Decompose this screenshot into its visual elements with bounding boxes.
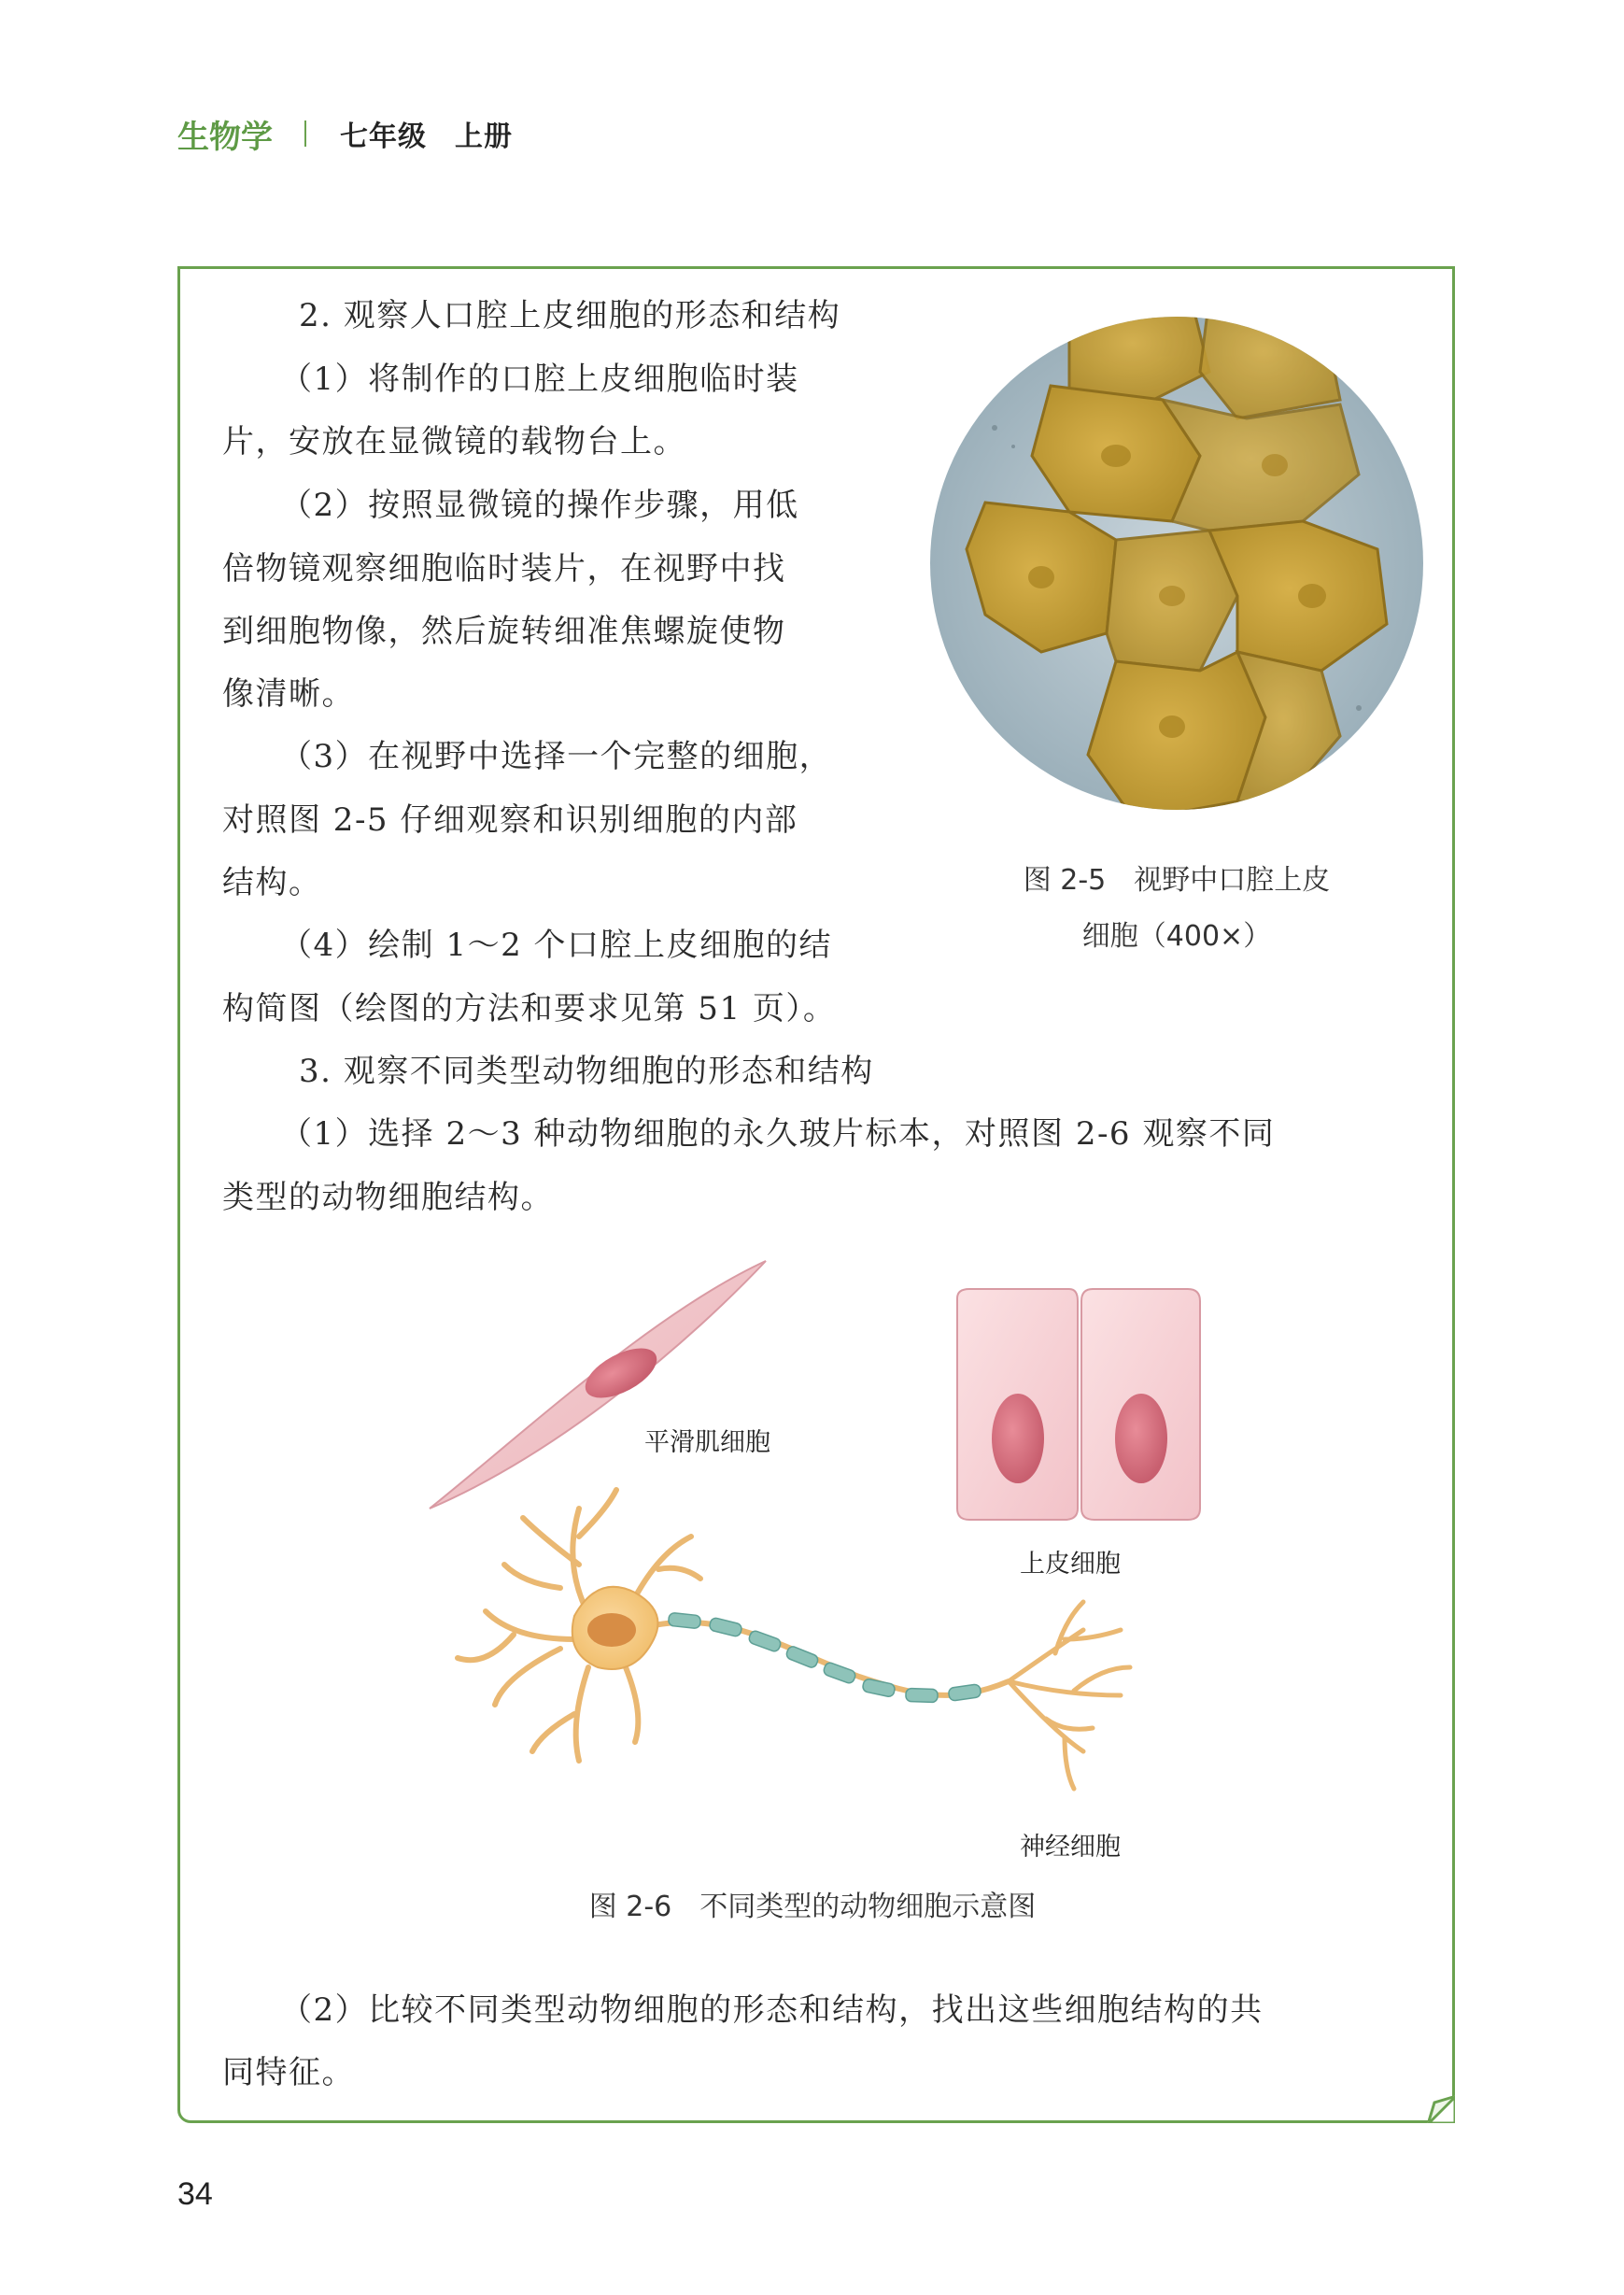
section2-step4-line1: （4）绘制 1～2 个口腔上皮细胞的结 xyxy=(280,927,833,964)
section2-step3-line1: （3）在视野中选择一个完整的细胞， xyxy=(280,738,833,775)
subject-title: 生物学 xyxy=(177,118,273,156)
grade-label xyxy=(340,113,513,154)
section2-heading: 2. 观察人口腔上皮细胞的形态和结构 xyxy=(299,297,841,334)
smooth-muscle-label: 平滑肌细胞 xyxy=(644,1428,770,1457)
microscope-cell-image xyxy=(929,316,1424,811)
neuron-label: 神经细胞 xyxy=(1020,1833,1121,1862)
section2-step2-line2: 倍物镜观察细胞临时装片，在视野中找 xyxy=(222,550,786,588)
myelin-sheath xyxy=(668,1612,981,1702)
smooth-muscle-cell xyxy=(430,1261,766,1509)
section3-step1-line1: （1）选择 2～3 种动物细胞的永久玻片标本，对照图 2-6 观察不同 xyxy=(280,1115,1276,1153)
epithelial-cells xyxy=(957,1289,1200,1520)
figure25-caption-line2: 细胞（400×） xyxy=(1081,920,1272,953)
section2-step4-line2: 构简图（绘图的方法和要求见第 51 页）。 xyxy=(222,990,837,1027)
section2-step3-line2: 对照图 2-5 仔细观察和识别细胞的内部 xyxy=(222,801,798,839)
section2-step2-line4: 像清晰。 xyxy=(222,675,355,713)
section2-step1-line2: 片，安放在显微镜的载物台上。 xyxy=(222,423,686,460)
figure25-caption-line1: 图 2-5 视野中口腔上皮 xyxy=(1023,864,1331,897)
grade-text: 七年级 xyxy=(340,120,427,153)
epithelial-label: 上皮细胞 xyxy=(1020,1550,1121,1579)
neuron xyxy=(458,1490,1130,1789)
figure26-caption: 图 2-6 不同类型的动物细胞示意图 xyxy=(588,1891,1037,1923)
section3-step2-line2: 同特征。 xyxy=(222,2054,355,2091)
page-number: 34 xyxy=(177,2176,213,2212)
page-fold-corner xyxy=(1427,2095,1455,2123)
section2-step1-line1: （1）将制作的口腔上皮细胞临时装 xyxy=(280,361,799,398)
volume-text: 上册 xyxy=(455,120,513,153)
page-header xyxy=(177,110,513,157)
section3-step2-line1: （2）比较不同类型动物细胞的形态和结构，找出这些细胞结构的共 xyxy=(280,1991,1264,2029)
section2-step2-line3: 到细胞物像，然后旋转细准焦螺旋使物 xyxy=(222,613,786,650)
header-divider xyxy=(304,120,306,147)
neuron-cell-body xyxy=(572,1587,658,1669)
section3-heading: 3. 观察不同类型动物细胞的形态和结构 xyxy=(299,1053,874,1090)
section2-step2-line1: （2）按照显微镜的操作步骤，用低 xyxy=(280,487,799,524)
section3-step1-line2: 类型的动物细胞结构。 xyxy=(222,1179,554,1216)
section2-step3-line3: 结构。 xyxy=(222,864,322,901)
